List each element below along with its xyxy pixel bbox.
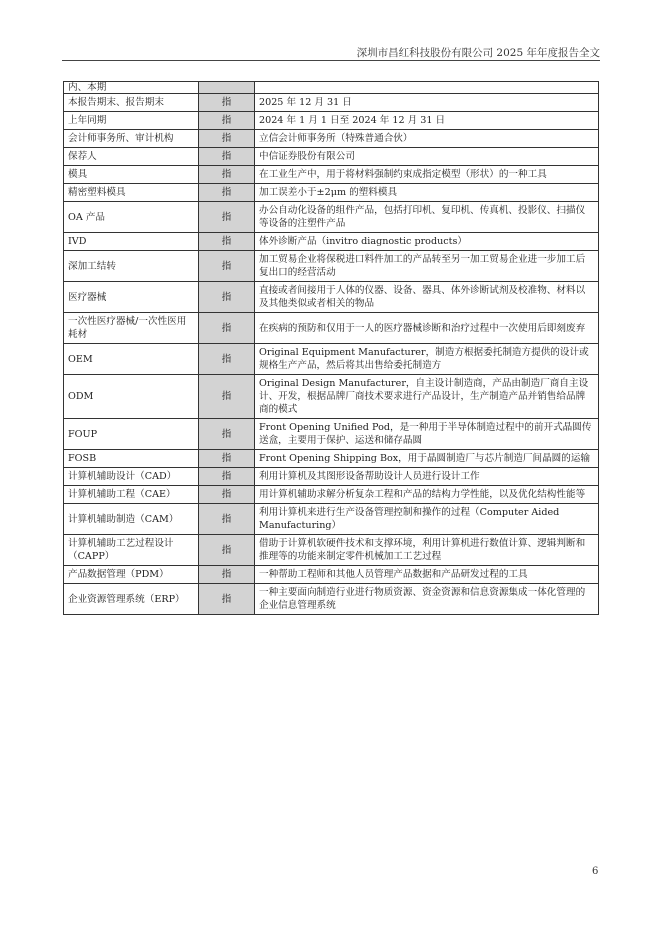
ref-cell: 指 [199, 251, 255, 282]
table-row [64, 468, 599, 486]
ref-cell: 指 [199, 112, 255, 130]
table-row [64, 375, 599, 419]
table-row [64, 282, 599, 313]
table-row [64, 313, 599, 344]
ref-cell: 指 [199, 282, 255, 313]
ref-cell: 指 [199, 504, 255, 535]
term-cell: 计算机辅助设计（CAD） [64, 468, 199, 486]
ref-cell: 指 [199, 130, 255, 148]
term-cell: 上年同期 [64, 112, 199, 130]
ref-cell: 指 [199, 94, 255, 112]
term-cell: 本报告期末、报告期末 [64, 94, 199, 112]
table-row [64, 130, 599, 148]
definition-cell: 直接或者间接用于人体的仪器、设备、器具、体外诊断试剂及校准物、材料以及其他类似或者相关的物品 [255, 282, 599, 313]
ref-cell: 指 [199, 148, 255, 166]
term-cell: OEM [64, 344, 199, 375]
table-row [64, 450, 599, 468]
definition-cell: 2025 年 12 月 31 日 [255, 94, 599, 112]
table-row [64, 535, 599, 566]
definition-cell: 用计算机辅助求解分析复杂工程和产品的结构力学性能，以及优化结构性能等 [255, 486, 599, 504]
definition-cell: 2024 年 1 月 1 日至 2024 年 12 月 31 日 [255, 112, 599, 130]
definition-cell: 加工贸易企业将保税进口料件加工的产品转至另一加工贸易企业进一步加工后复出口的经营活动 [255, 251, 599, 282]
ref-cell: 指 [199, 566, 255, 584]
term-cell: 计算机辅助制造（CAM） [64, 504, 199, 535]
ref-cell: 指 [199, 313, 255, 344]
ref-cell: 指 [199, 468, 255, 486]
term-cell: 会计师事务所、审计机构 [64, 130, 199, 148]
definition-cell: 利用计算机来进行生产设备管理控制和操作的过程（Computer Aided Manufacturing） [255, 504, 599, 535]
term-cell: 深加工结转 [64, 251, 199, 282]
ref-cell: 指 [199, 450, 255, 468]
definition-cell: 办公自动化设备的组件产品，包括打印机、复印机、传真机、投影仪、扫描仪等设备的注塑件产品 [255, 202, 599, 233]
ref-cell: 指 [199, 184, 255, 202]
term-cell: 一次性医疗器械/一次性医用耗材 [64, 313, 199, 344]
ref-cell: 指 [199, 535, 255, 566]
table-row [64, 486, 599, 504]
table-row [64, 344, 599, 375]
table-row [64, 584, 599, 615]
definition-cell: 利用计算机及其图形设备帮助设计人员进行设计工作 [255, 468, 599, 486]
ref-cell: 指 [199, 202, 255, 233]
definition-cell: 中信证券股份有限公司 [255, 148, 599, 166]
term-cell: 企业资源管理系统（ERP） [64, 584, 199, 615]
definition-cell: 借助于计算机软硬件技术和支撑环境，利用计算机进行数值计算、逻辑判断和推理等的功能来制定零件机械加工工艺过程 [255, 535, 599, 566]
table-row [64, 419, 599, 450]
definition-cell: 立信会计师事务所（特殊普通合伙） [255, 130, 599, 148]
header-divider [62, 60, 600, 61]
term-cell: 产品数据管理（PDM） [64, 566, 199, 584]
definition-cell [255, 82, 599, 94]
definition-cell: 一种帮助工程师和其他人员管理产品数据和产品研发过程的工具 [255, 566, 599, 584]
definition-cell: 一种主要面向制造行业进行物质资源、资金资源和信息资源集成一体化管理的企业信息管理系统 [255, 584, 599, 615]
page-number: 6 [592, 866, 599, 877]
ref-cell: 指 [199, 166, 255, 184]
term-cell: IVD [64, 233, 199, 251]
table-row [64, 148, 599, 166]
definition-cell: Front Opening Shipping Box，用于晶圆制造厂与芯片制造厂间晶圆的运输 [255, 450, 599, 468]
ref-cell [199, 82, 255, 94]
definition-cell: 在疾病的预防和仅用于一人的医疗器械诊断和治疗过程中一次使用后即刻废弃 [255, 313, 599, 344]
page-header-title: 深圳市昌红科技股份有限公司 2025 年年度报告全文 [356, 47, 600, 59]
ref-cell: 指 [199, 375, 255, 419]
definition-cell: Front Opening Unified Pod，是一种用于半导体制造过程中的前开式晶圆传送盒，主要用于保护、运送和储存晶圆 [255, 419, 599, 450]
term-cell: 模具 [64, 166, 199, 184]
ref-cell: 指 [199, 419, 255, 450]
term-cell: OA 产品 [64, 202, 199, 233]
term-cell: 保荐人 [64, 148, 199, 166]
table-row [64, 251, 599, 282]
table-row [64, 166, 599, 184]
definition-cell: 体外诊断产品（invitro diagnostic products） [255, 233, 599, 251]
definition-cell: Original Equipment Manufacturer，制造方根据委托制造方提供的设计或规格生产产品，然后将其出售给委托制造方 [255, 344, 599, 375]
ref-cell: 指 [199, 233, 255, 251]
term-cell: FOUP [64, 419, 199, 450]
table-row [64, 184, 599, 202]
term-cell: FOSB [64, 450, 199, 468]
table-row [64, 233, 599, 251]
table-row [64, 566, 599, 584]
ref-cell: 指 [199, 584, 255, 615]
table-row [64, 504, 599, 535]
term-cell: 精密塑料模具 [64, 184, 199, 202]
table-row [64, 202, 599, 233]
term-cell: 计算机辅助工艺过程设计（CAPP） [64, 535, 199, 566]
definition-cell: 加工误差小于±2μm 的塑料模具 [255, 184, 599, 202]
term-cell: 内、本期 [64, 82, 199, 94]
table-row [64, 112, 599, 130]
term-cell: 医疗器械 [64, 282, 199, 313]
definition-cell: Original Design Manufacturer，自主设计制造商，产品由制造厂商自主设计、开发，根据品牌厂商技术要求进行产品设计，生产制造产品并销售给品牌商的模式 [255, 375, 599, 419]
definition-cell: 在工业生产中，用于将材料强制约束成指定模型（形状）的一种工具 [255, 166, 599, 184]
term-cell: ODM [64, 375, 199, 419]
ref-cell: 指 [199, 486, 255, 504]
definitions-table [63, 81, 599, 615]
table-row [64, 94, 599, 112]
ref-cell: 指 [199, 344, 255, 375]
term-cell: 计算机辅助工程（CAE） [64, 486, 199, 504]
table-row [64, 82, 599, 94]
